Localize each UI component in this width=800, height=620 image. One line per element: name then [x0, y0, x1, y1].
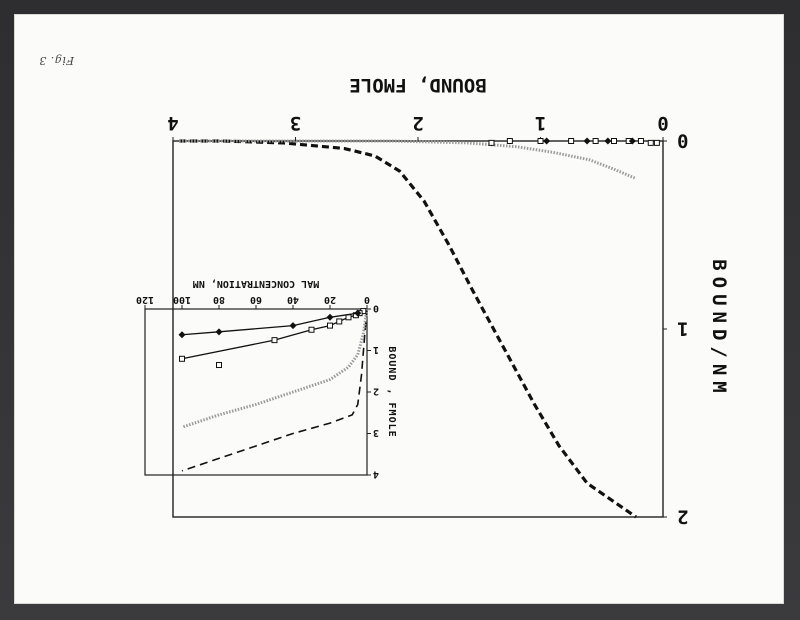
inset-ytick-label: 1	[373, 344, 380, 355]
inset-ytick-label: 2	[373, 385, 380, 397]
inset-x-axis-label: MAL CONCENTRATION, NM	[192, 278, 320, 289]
inset-square-point	[337, 319, 342, 324]
inset-xtick-label: 100	[172, 294, 192, 305]
inset-diamond-point	[216, 328, 223, 335]
inset-square-point	[309, 327, 314, 332]
inset-xtick-label: 20	[323, 294, 337, 305]
main-x-axis-label: BOUND, FMOLE	[349, 74, 487, 96]
inset-y-axis-label: BOUND , FMOLE	[386, 346, 397, 438]
main-xtick-label: 1	[534, 112, 547, 134]
inset-square-point	[346, 315, 351, 320]
main-diamond-point	[543, 138, 550, 145]
main-diamond-point	[584, 138, 591, 145]
rotated-figure	[136, 74, 730, 527]
main-xtick-label: 4	[167, 112, 179, 134]
main-square-point	[638, 139, 643, 144]
main-square-point	[507, 139, 512, 144]
main-ytick-label: 0	[677, 129, 689, 152]
handwritten-figure-note: Fig. 3	[38, 54, 74, 67]
inset-ytick-label: 3	[373, 427, 380, 438]
inset-frame	[145, 309, 367, 475]
inset-xtick-label: 60	[249, 294, 263, 305]
main-square-point	[654, 140, 659, 145]
main-y-axis-label: BOUND/NM	[708, 259, 730, 399]
main-square-point	[538, 139, 543, 144]
main-square-point	[489, 140, 494, 145]
inset-square-point	[328, 323, 333, 328]
main-ytick-label: 1	[677, 317, 689, 340]
main-xtick-label: 3	[289, 112, 302, 134]
inset-xtick-label: 40	[286, 294, 300, 305]
main-xtick-label: 2	[412, 112, 424, 134]
inset-square-point	[180, 356, 185, 361]
inset-ytick-label: 4	[373, 468, 380, 480]
main-diamond-point	[604, 138, 611, 145]
inset-ytick-label: 0	[373, 302, 380, 314]
inset-xtick-label: 80	[212, 294, 226, 305]
main-square-point	[612, 139, 617, 144]
main-square-point	[593, 139, 598, 144]
main-square-point	[569, 139, 574, 144]
inset-plot	[136, 278, 397, 480]
inset-xtick-label: 0	[363, 294, 371, 305]
inset-series-2-line	[182, 311, 363, 359]
inset-diamond-point	[327, 314, 334, 321]
main-xtick-label: 0	[657, 112, 669, 134]
main-series-1-line	[179, 141, 636, 179]
inset-square-point	[217, 363, 222, 368]
main-ytick-label: 2	[677, 505, 689, 528]
inset-xtick-label: 120	[135, 294, 155, 305]
inset-diamond-point	[290, 322, 297, 329]
inset-square-point	[272, 338, 277, 343]
inset-series-0-line	[182, 309, 367, 471]
main-square-point	[648, 140, 653, 145]
inset-diamond-point	[179, 331, 186, 338]
